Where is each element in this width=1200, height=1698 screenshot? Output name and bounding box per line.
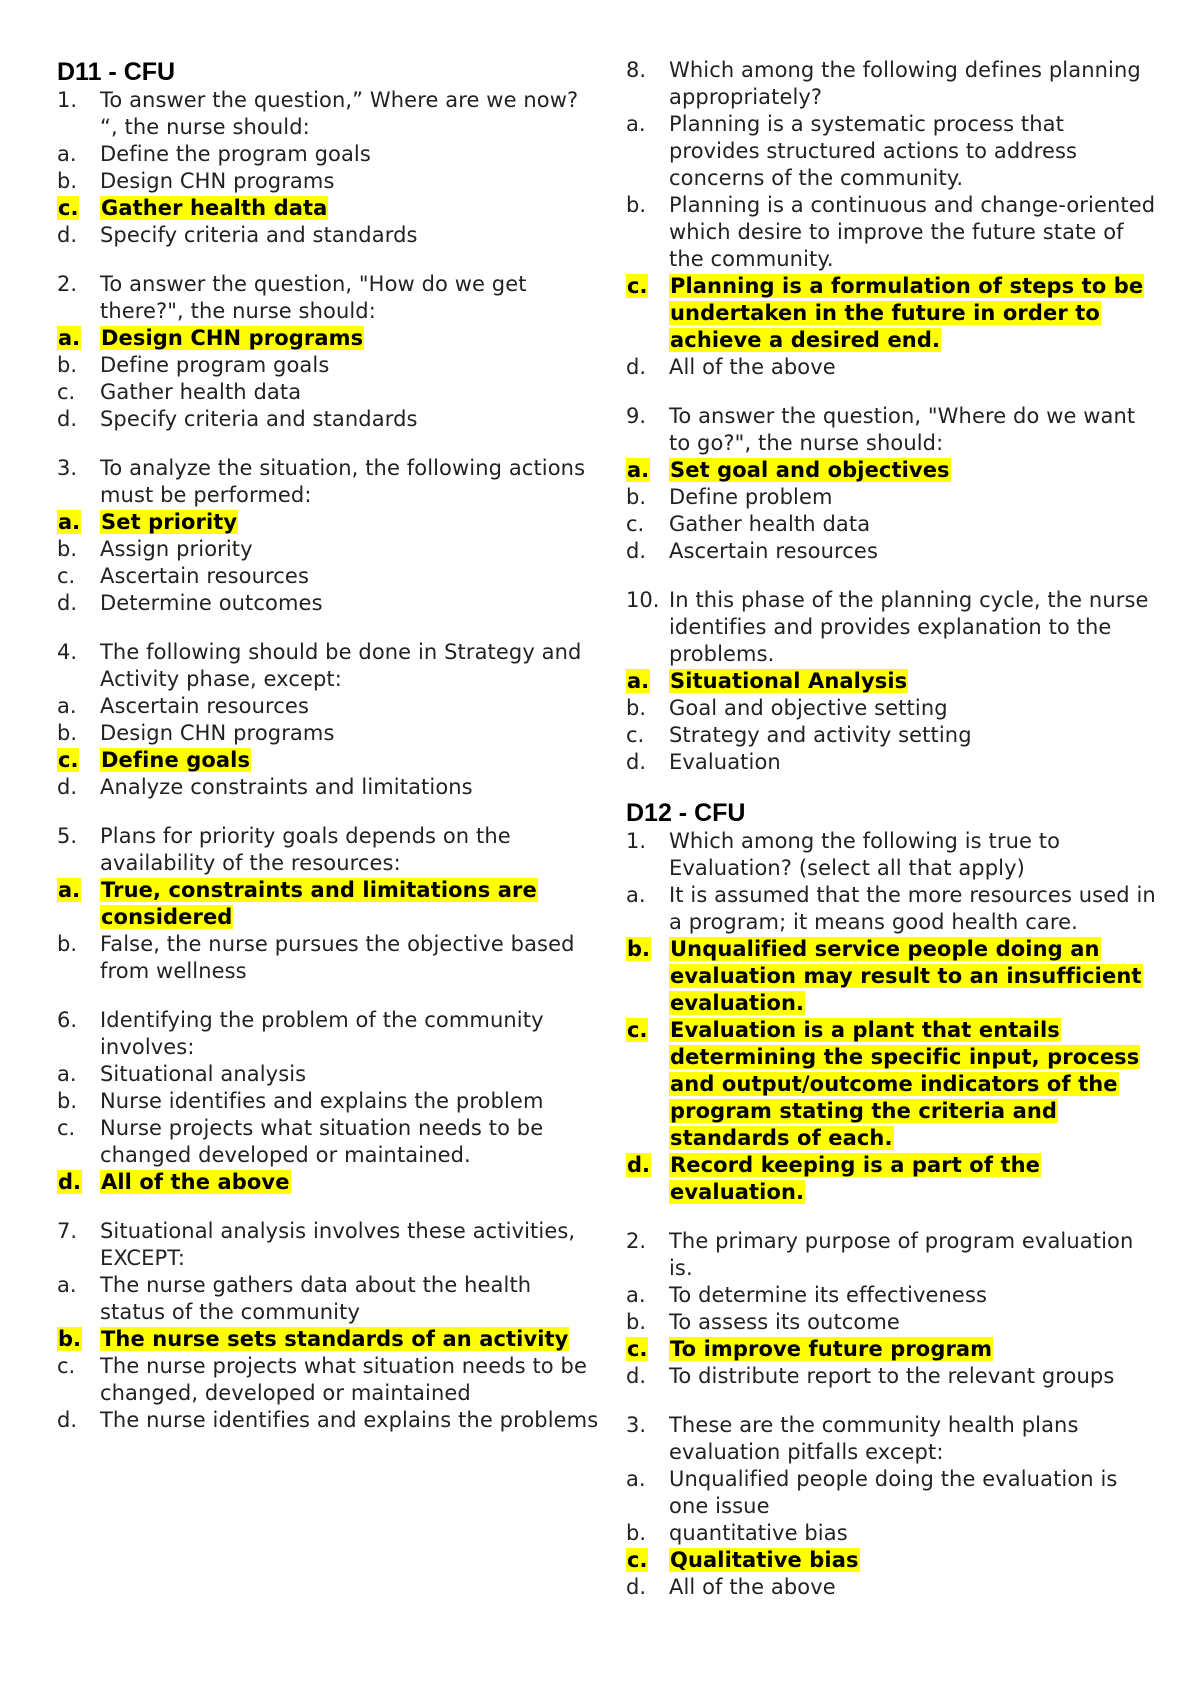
option-letter: a. (57, 142, 77, 166)
option-letter: a. (57, 694, 77, 718)
answer-option-correct (626, 668, 1156, 695)
option-letter: a. (57, 1273, 77, 1297)
highlighted-option-text: Gather health data (101, 196, 328, 220)
option-text: Define the program goals (100, 142, 371, 166)
option-letter: d. (626, 1364, 647, 1388)
answer-option (626, 192, 1156, 273)
option-text: Unqualified people doing the evaluation is one issue (669, 1467, 1118, 1518)
option-text: Analyze constraints and limitations (100, 775, 473, 799)
option-text: Determine outcomes (100, 591, 323, 615)
answer-option (626, 882, 1156, 936)
option-text: Specify criteria and standards (100, 223, 418, 247)
highlighted-option-letter: b. (627, 937, 651, 961)
option-letter: c. (626, 723, 645, 747)
question-item (57, 1007, 602, 1196)
answer-option-correct (57, 1326, 602, 1353)
answer-option (626, 1363, 1156, 1390)
question-item (626, 1412, 1156, 1601)
question-stem (626, 57, 1156, 111)
option-text (100, 1326, 602, 1353)
answer-option (57, 774, 602, 801)
option-text: All of the above (669, 355, 836, 379)
option-letter: b. (57, 721, 78, 745)
option-text: Strategy and activity setting (669, 723, 972, 747)
answer-option (626, 1466, 1156, 1520)
answer-option (57, 168, 602, 195)
question-number: 9. (626, 404, 647, 428)
question-item (626, 403, 1156, 565)
option-letter: d. (626, 355, 647, 379)
option-letter: d. (57, 775, 78, 799)
option-letter: c. (57, 380, 76, 404)
question-item (57, 271, 602, 433)
option-letter (626, 1547, 669, 1574)
option-text: Gather health data (669, 512, 871, 536)
option-text: Goal and objective setting (669, 696, 948, 720)
option-letter: d. (626, 750, 647, 774)
answer-option (57, 406, 602, 433)
option-text (100, 747, 602, 774)
answer-option (57, 1407, 602, 1434)
option-letter (626, 1017, 669, 1044)
option-letter: b. (57, 353, 78, 377)
option-letter (57, 509, 100, 536)
question-stem (57, 823, 602, 877)
question-text: The primary purpose of program evaluation is. (669, 1229, 1134, 1280)
option-letter: d. (57, 591, 78, 615)
question-item (57, 639, 602, 801)
option-text: Gather health data (100, 380, 302, 404)
question-stem (57, 1007, 602, 1061)
answer-option (57, 1061, 602, 1088)
option-letter: d. (57, 1408, 78, 1432)
option-text: False, the nurse pursues the objective based from wellness (100, 932, 575, 983)
highlighted-option-letter: c. (627, 1548, 648, 1572)
highlighted-option-letter: a. (58, 878, 81, 902)
left-column (57, 57, 602, 1434)
option-text: Situational analysis (100, 1062, 307, 1086)
option-letter: b. (57, 932, 78, 956)
option-letter: c. (57, 564, 76, 588)
question-stem (57, 87, 602, 141)
question-item (57, 823, 602, 985)
highlighted-option-text: Unqualified service people doing an evaluation may result to an insufficient evaluation. (670, 937, 1142, 1015)
option-letter: b. (626, 193, 647, 217)
answer-option (626, 1520, 1156, 1547)
option-letter: d. (626, 1575, 647, 1599)
option-text (100, 509, 602, 536)
question-text: To analyze the situation, the following actions must be performed: (100, 456, 586, 507)
answer-option (626, 1309, 1156, 1336)
question-text: Plans for priority goals depends on the availability of the resources: (100, 824, 511, 875)
answer-option-correct (626, 1017, 1156, 1152)
option-letter: a. (626, 112, 646, 136)
question-item (626, 587, 1156, 776)
highlighted-option-letter: c. (58, 748, 79, 772)
option-letter: d. (626, 539, 647, 563)
answer-option (57, 379, 602, 406)
question-text: To answer the question,” Where are we now? “, the nurse should: (100, 88, 579, 139)
answer-option (626, 111, 1156, 192)
option-letter (626, 668, 669, 695)
option-text: Planning is a continuous and change-oriented which desire to improve the future state of the community. (669, 193, 1156, 271)
option-letter (57, 325, 100, 352)
highlighted-option-letter: b. (58, 1327, 82, 1351)
answer-option (626, 1282, 1156, 1309)
question-number: 3. (626, 1413, 647, 1437)
option-text (669, 1547, 1156, 1574)
option-text: Evaluation (669, 750, 781, 774)
question-text: Identifying the problem of the community involves: (100, 1008, 544, 1059)
option-text: To assess its outcome (669, 1310, 900, 1334)
highlighted-option-letter: c. (627, 1337, 648, 1361)
question-text: Situational analysis involves these activities, EXCEPT: (100, 1219, 576, 1270)
highlighted-option-letter: c. (58, 196, 79, 220)
question-item (626, 57, 1156, 381)
option-text: Specify criteria and standards (100, 407, 418, 431)
answer-option-correct (57, 325, 602, 352)
option-letter (626, 457, 669, 484)
question-number: 6. (57, 1008, 78, 1032)
question-text: In this phase of the planning cycle, the nurse identifies and provides explanation to the problems. (669, 588, 1149, 666)
option-text (669, 1336, 1156, 1363)
answer-option (626, 538, 1156, 565)
question-number: 4. (57, 640, 78, 664)
highlighted-option-text: Record keeping is a part of the evaluation. (670, 1153, 1041, 1204)
option-letter: b. (626, 485, 647, 509)
option-text: Nurse identifies and explains the problem (100, 1089, 544, 1113)
answer-option-correct (626, 1336, 1156, 1363)
question-stem (626, 587, 1156, 668)
option-text: Design CHN programs (100, 169, 335, 193)
question-item (57, 455, 602, 617)
option-text: Ascertain resources (100, 564, 309, 588)
option-letter (626, 1152, 669, 1179)
highlighted-option-letter: a. (58, 510, 81, 534)
highlighted-option-letter: c. (627, 274, 648, 298)
answer-option (626, 695, 1156, 722)
highlighted-option-text: Set priority (101, 510, 238, 534)
option-text: quantitative bias (669, 1521, 848, 1545)
option-letter: c. (626, 512, 645, 536)
question-text: To answer the question, "How do we get there?", the nurse should: (100, 272, 527, 323)
answer-option-correct (626, 1152, 1156, 1206)
highlighted-option-text: All of the above (101, 1170, 290, 1194)
answer-option-correct (57, 195, 602, 222)
answer-option (57, 1088, 602, 1115)
highlighted-option-letter: c. (627, 1018, 648, 1042)
option-letter: b. (57, 537, 78, 561)
question-text: These are the community health plans evaluation pitfalls except: (669, 1413, 1079, 1464)
option-text: The nurse gathers data about the health status of the community (100, 1273, 532, 1324)
question-stem (57, 1218, 602, 1272)
right-column (626, 57, 1156, 1601)
question-number: 5. (57, 824, 78, 848)
highlighted-option-text: Design CHN programs (101, 326, 364, 350)
option-letter (626, 936, 669, 963)
answer-option (57, 1353, 602, 1407)
question-number: 10. (626, 588, 660, 612)
question-item (57, 87, 602, 249)
question-number: 1. (626, 829, 647, 853)
answer-option (57, 720, 602, 747)
answer-option (626, 354, 1156, 381)
option-text: Define problem (669, 485, 833, 509)
highlighted-option-letter: a. (627, 458, 650, 482)
option-letter (57, 747, 100, 774)
option-letter (57, 1169, 100, 1196)
option-letter: a. (626, 1467, 646, 1491)
option-text: It is assumed that the more resources used in a program; it means good health care. (669, 883, 1156, 934)
highlighted-option-text: Situational Analysis (670, 669, 908, 693)
answer-option (626, 1574, 1156, 1601)
option-text (669, 936, 1156, 1017)
question-stem (57, 639, 602, 693)
answer-option (57, 352, 602, 379)
highlighted-option-text: Define goals (101, 748, 251, 772)
option-letter: b. (626, 696, 647, 720)
question-item (626, 828, 1156, 1206)
highlighted-option-text: Evaluation is a plant that entails determining the specific input, process and output/outcome indicators of the program stating the criteria and standards of each. (670, 1018, 1140, 1150)
option-letter (57, 1326, 100, 1353)
question-item (57, 1218, 602, 1434)
question-text: The following should be done in Strategy and Activity phase, except: (100, 640, 582, 691)
question-item (626, 1228, 1156, 1390)
highlighted-option-letter: a. (58, 326, 81, 350)
option-text (669, 1017, 1156, 1152)
question-stem (626, 828, 1156, 882)
option-letter: b. (57, 169, 78, 193)
answer-option (57, 590, 602, 617)
answer-option-correct (626, 273, 1156, 354)
option-text: The nurse projects what situation needs to be changed, developed or maintained (100, 1354, 587, 1405)
option-letter: b. (57, 1089, 78, 1113)
question-stem (626, 403, 1156, 457)
answer-option-correct (57, 509, 602, 536)
question-stem (57, 271, 602, 325)
question-text: To answer the question, "Where do we want to go?", the nurse should: (669, 404, 1136, 455)
option-letter: c. (57, 1354, 76, 1378)
answer-option (57, 222, 602, 249)
section-title: D11 - CFU (57, 58, 176, 86)
question-stem (57, 455, 602, 509)
answer-option (626, 484, 1156, 511)
answer-option (57, 1272, 602, 1326)
option-letter (57, 195, 100, 222)
option-text: Design CHN programs (100, 721, 335, 745)
option-text (100, 325, 602, 352)
option-letter: c. (57, 1116, 76, 1140)
highlighted-option-text: The nurse sets standards of an activity (101, 1327, 569, 1351)
question-text: Which among the following defines planning appropriately? (669, 58, 1141, 109)
option-letter: a. (626, 1283, 646, 1307)
answer-option (57, 931, 602, 985)
option-letter (626, 1336, 669, 1363)
answer-option (57, 536, 602, 563)
answer-option (626, 722, 1156, 749)
option-text (669, 273, 1156, 354)
option-text: All of the above (669, 1575, 836, 1599)
highlighted-option-text: Set goal and objectives (670, 458, 950, 482)
option-text: Assign priority (100, 537, 253, 561)
highlighted-option-letter: a. (627, 669, 650, 693)
option-text (669, 1152, 1156, 1206)
answer-option (57, 1115, 602, 1169)
answer-option (626, 511, 1156, 538)
option-letter: d. (57, 407, 78, 431)
question-number: 3. (57, 456, 78, 480)
question-stem (626, 1412, 1156, 1466)
option-letter (626, 273, 669, 300)
option-text (100, 195, 602, 222)
option-letter: b. (626, 1310, 647, 1334)
option-letter (57, 877, 100, 904)
highlighted-option-text: To improve future program (670, 1337, 993, 1361)
answer-option-correct (626, 1547, 1156, 1574)
highlighted-option-text: Planning is a formulation of steps to be undertaken in the future in order to achieve a desired end. (670, 274, 1144, 352)
question-number: 2. (57, 272, 78, 296)
answer-option (57, 563, 602, 590)
option-text (669, 668, 1156, 695)
option-letter: d. (57, 223, 78, 247)
option-letter: a. (626, 883, 646, 907)
question-number: 1. (57, 88, 78, 112)
question-stem (626, 1228, 1156, 1282)
option-text (100, 877, 602, 931)
answer-option (57, 693, 602, 720)
option-letter: a. (57, 1062, 77, 1086)
answer-option-correct (57, 747, 602, 774)
option-text: Nurse projects what situation needs to be changed developed or maintained. (100, 1116, 544, 1167)
option-text (100, 1169, 602, 1196)
question-number: 8. (626, 58, 647, 82)
answer-option-correct (57, 1169, 602, 1196)
option-text: Ascertain resources (669, 539, 878, 563)
answer-option-correct (626, 457, 1156, 484)
option-text: Define program goals (100, 353, 330, 377)
answer-option (57, 141, 602, 168)
option-text: To determine its effectiveness (669, 1283, 988, 1307)
highlighted-option-letter: d. (627, 1153, 651, 1177)
question-number: 2. (626, 1229, 647, 1253)
answer-option-correct (57, 877, 602, 931)
question-text: Which among the following is true to Evaluation? (select all that apply) (669, 829, 1061, 880)
option-text: Planning is a systematic process that provides structured actions to address concerns of the community. (669, 112, 1078, 190)
option-text: Ascertain resources (100, 694, 309, 718)
highlighted-option-text: Qualitative bias (670, 1548, 859, 1572)
section-title: D12 - CFU (626, 799, 746, 827)
answer-option (626, 749, 1156, 776)
highlighted-option-letter: d. (58, 1170, 82, 1194)
question-number: 7. (57, 1219, 78, 1243)
option-text: The nurse identifies and explains the problems (100, 1408, 599, 1432)
option-letter: b. (626, 1521, 647, 1545)
answer-option-correct (626, 936, 1156, 1017)
highlighted-option-text: True, constraints and limitations are considered (101, 878, 537, 929)
option-text: To distribute report to the relevant groups (669, 1364, 1115, 1388)
option-text (669, 457, 1156, 484)
